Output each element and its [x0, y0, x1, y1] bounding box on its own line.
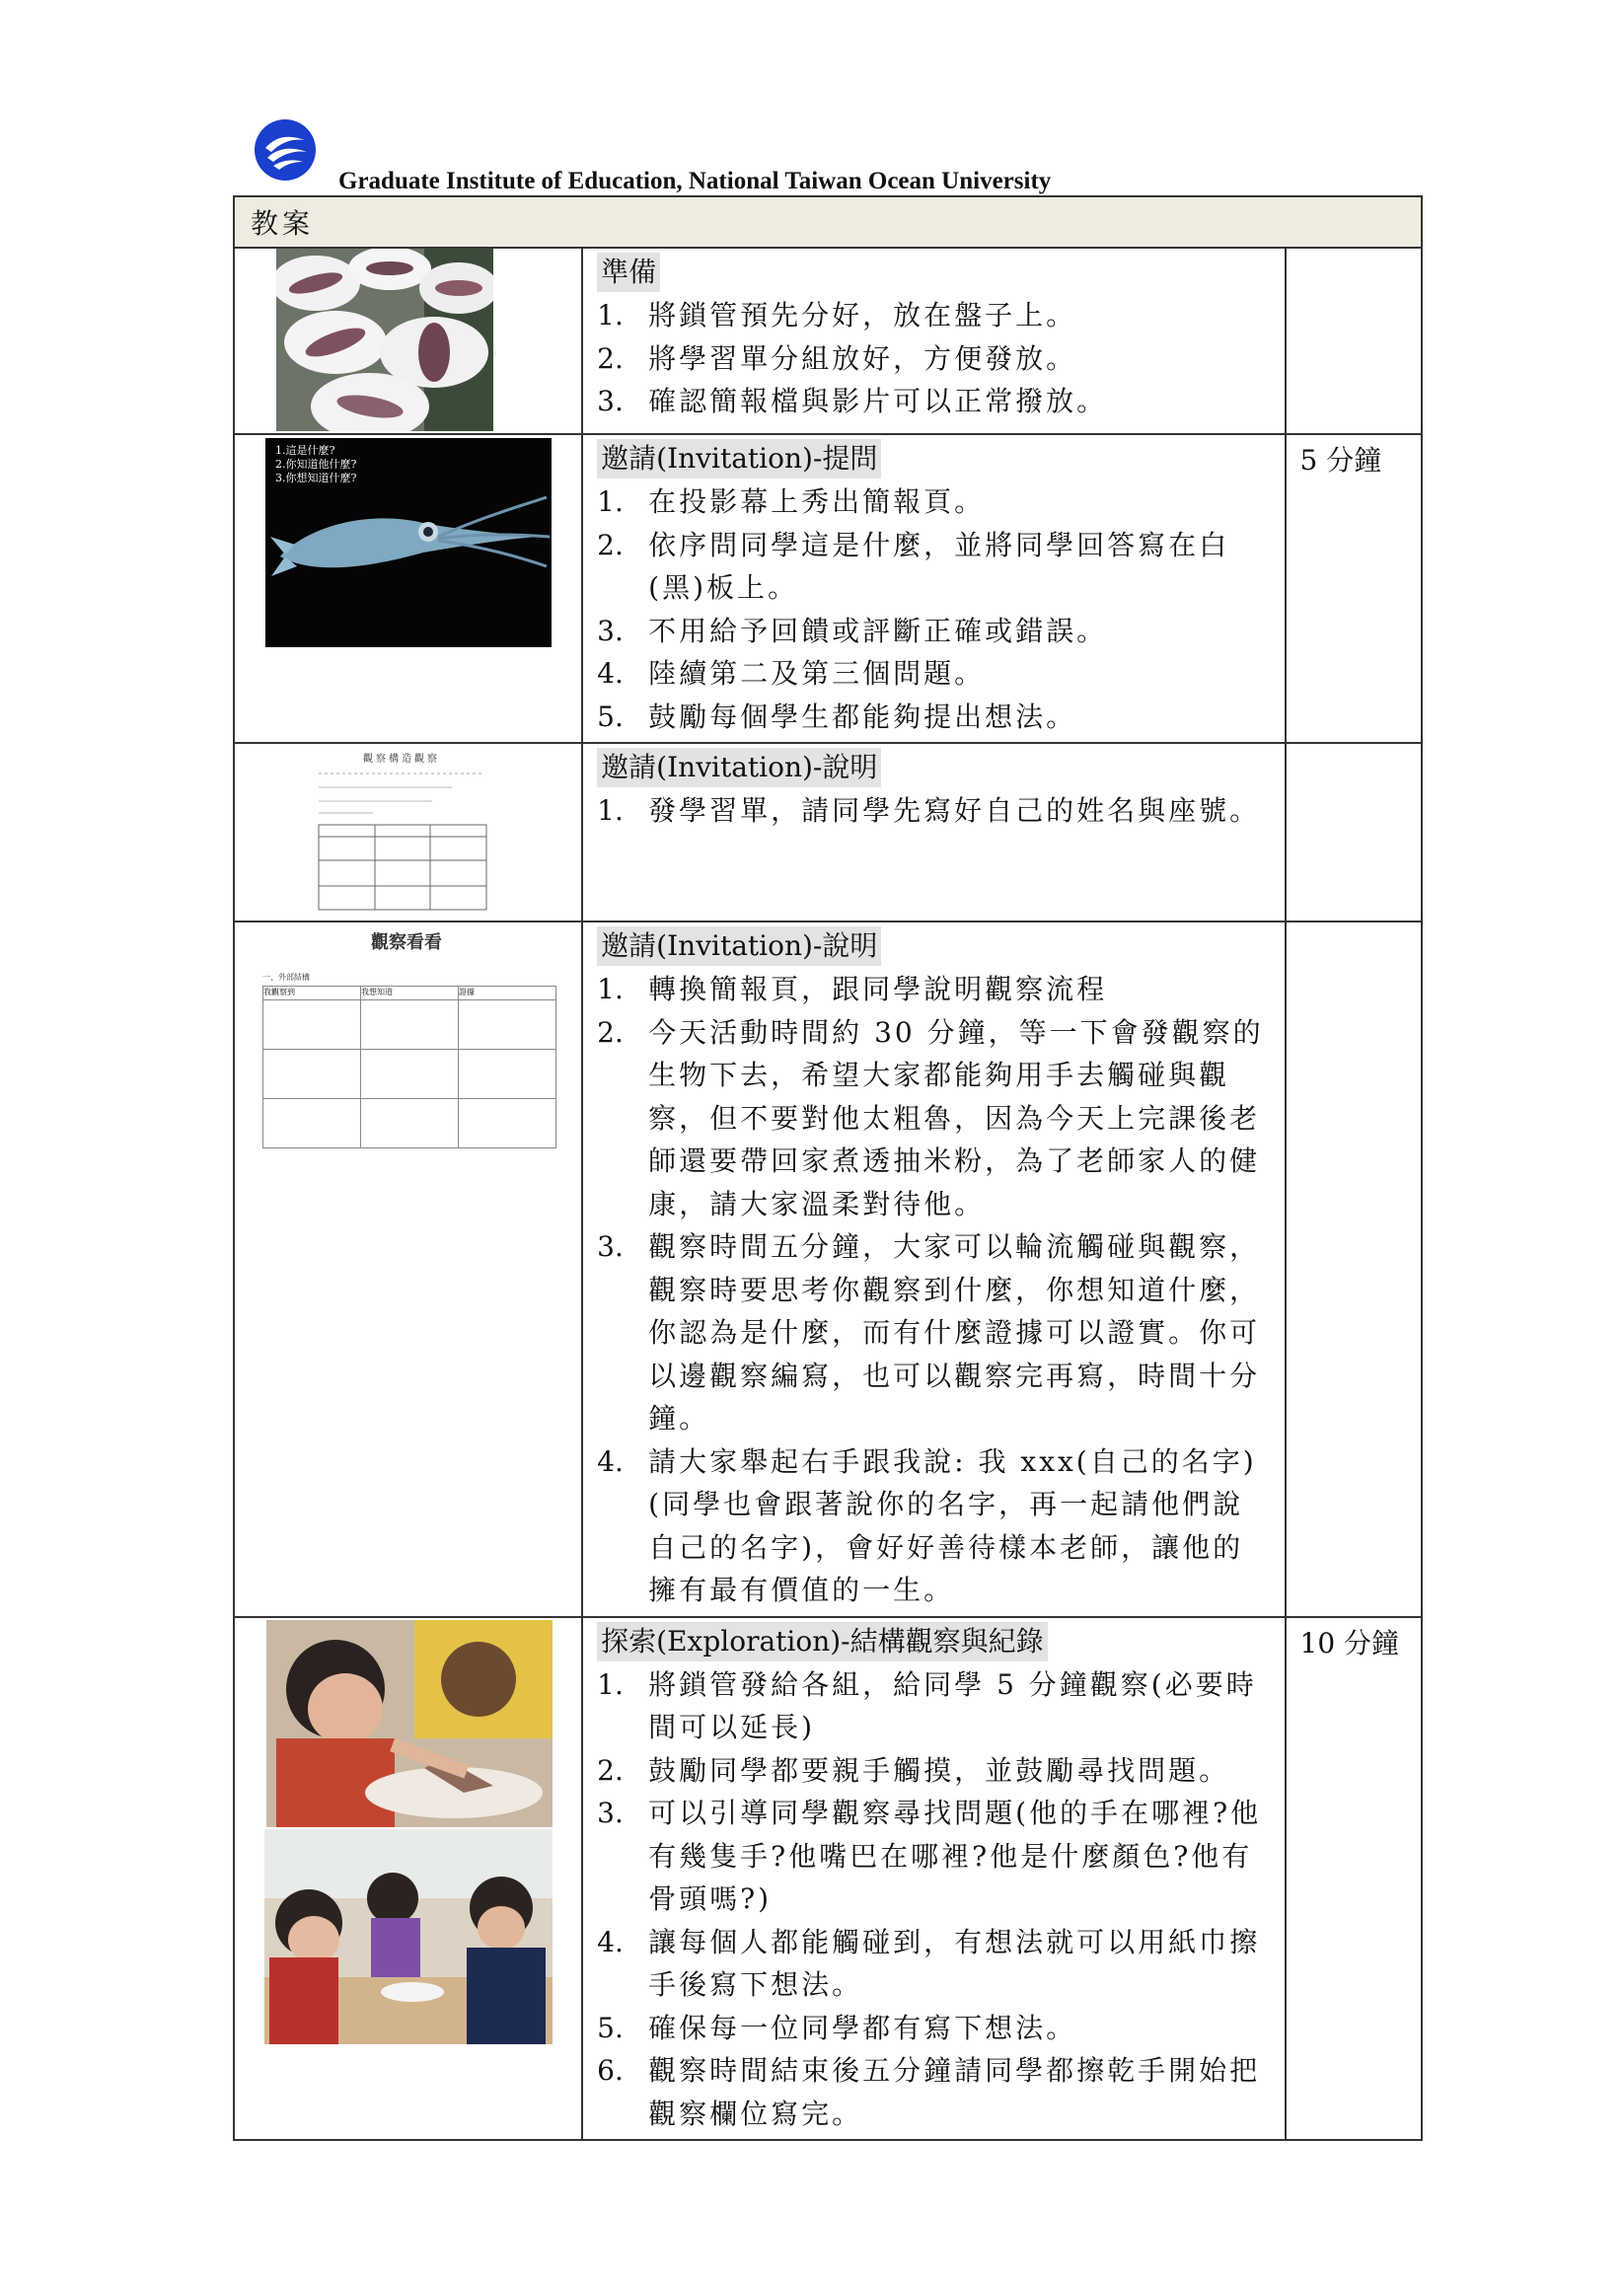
list-item: 5. 鼓勵每個學生都能夠提出想法。 [597, 700, 1077, 733]
worksheet-title: 觀察構造觀察 [363, 754, 440, 765]
grid-header: 證據 [459, 987, 556, 1000]
squid-on-plates-photo [234, 248, 582, 434]
list-item: 1. 在投影幕上秀出簡報頁。 [597, 485, 986, 518]
list-item: 4. 陸續第二及第三個問題。 [597, 657, 986, 690]
time-cell [1286, 248, 1422, 434]
time-cell: 5 分鐘 [1286, 434, 1422, 743]
list-item: 3. 可以引導同學觀察尋找問題(他的手在哪裡?他有幾隻手?他嘴巴在哪裡?他是什麼顏色?他有骨頭嗎?) [597, 1797, 1262, 1915]
slide-question: 2.你知道他什麼? [275, 458, 357, 471]
list-item: 6. 觀察時間結束後五分鐘請同學都擦乾手開始把觀察欄位寫完。 [597, 2054, 1261, 2130]
list-item: 2. 將學習單分組放好，方便發放。 [597, 341, 1077, 375]
slide-question: 3.你想知道什麼? [275, 472, 357, 484]
list-item: 2. 依序問同學這是什麼，並將同學回答寫在白(黑)板上。 [597, 528, 1230, 604]
list-item: 1. 發學習單，請同學先寫好自己的姓名與座號。 [597, 794, 1261, 827]
list-item: 3. 不用給予回饋或評斷正確或錯誤。 [597, 614, 1108, 647]
list-item: 2. 今天活動時間約 30 分鐘，等一下會發觀察的生物下去，希望大家都能夠用手去觸碰與觀察，但不要對他太粗魯，因為今天上完課後老師還要帶回家煮透抽米粉，為了老師家人的健康，請大家溫柔對待他。 [597, 1015, 1264, 1220]
list-item: 5. 確保每一位同學都有寫下想法。 [597, 2011, 1077, 2044]
institution-name: Graduate Institute of Education, National Taiwan Ocean University [338, 168, 1052, 194]
table-row [234, 743, 1422, 921]
table-row [234, 248, 1422, 434]
students-photo-1 [266, 1620, 553, 1827]
squid-illustration [265, 438, 552, 647]
grid-header: 我觀察到 [263, 987, 361, 1000]
observation-explanation-steps [582, 921, 1285, 1617]
worksheet-steps [582, 743, 1285, 921]
section-title: 邀請(Invitation)-說明 [597, 748, 881, 787]
table-row [234, 921, 1422, 1617]
section-title: 準備 [597, 253, 660, 292]
time-cell [1286, 743, 1422, 921]
list-item: 1. 將鎖管預先分好，放在盤子上。 [597, 299, 1077, 332]
observation-grid [262, 986, 556, 1148]
students-observing-photos [234, 1617, 582, 2141]
students-photo-2 [264, 1829, 553, 2044]
list-item: 3. 確認簡報檔與影片可以正常撥放。 [597, 385, 1108, 417]
list-item: 3. 觀察時間五分鐘，大家可以輪流觸碰與觀察，觀察時要思考你觀察到什麼，你想知道什麼，你認為是什麼，而有什麼證據可以證實。你可以邊觀察編寫，也可以觀察完再寫，時間十分鐘。 [597, 1230, 1261, 1435]
lesson-plan-table [233, 195, 1423, 2141]
slide-question: 1.這是什麼? [275, 444, 335, 457]
page-header [254, 118, 1428, 197]
list-item: 1. 轉換簡報頁，跟同學說明觀察流程 [597, 973, 1108, 1005]
table-title: 教案 [234, 196, 1422, 248]
slide-title: 觀察看看 [371, 932, 442, 953]
list-item: 2. 鼓勵同學都要親手觸摸，並鼓勵尋找問題。 [597, 1753, 1230, 1787]
grid-header: 我想知道 [361, 987, 459, 1000]
list-item: 4. 請大家舉起右手跟我說: 我 xxx(自己的名字)(同學也會跟著說你的名字，再一起請他們說自己的名字)，會好好善待樣本老師，讓他的擁有最有價值的一生。 [597, 1444, 1257, 1606]
observation-table-slide [234, 921, 582, 1617]
list-item: 1. 將鎖管發給各組，給同學 5 分鐘觀察(必要時間可以延長) [597, 1667, 1257, 1743]
section-title: 探索(Exploration)-結構觀察與紀錄 [597, 1622, 1047, 1661]
section-title: 邀請(Invitation)-說明 [597, 926, 881, 966]
list-item: 4. 讓每個人都能觸碰到，有想法就可以用紙巾擦手後寫下想法。 [597, 1925, 1261, 2001]
table-row [234, 434, 1422, 743]
time-cell [1286, 921, 1422, 1617]
ntou-wave-logo-icon [254, 118, 317, 182]
invitation-question-steps [582, 434, 1285, 743]
preparation-steps [582, 248, 1285, 434]
slide-subtitle: 一、外部結構 [262, 973, 310, 982]
worksheet-thumbnail [234, 743, 582, 921]
table-row [234, 1617, 1422, 2141]
exploration-steps [582, 1617, 1285, 2141]
squid-slide [234, 434, 582, 743]
section-title: 邀請(Invitation)-提問 [597, 439, 881, 479]
time-cell: 10 分鐘 [1286, 1617, 1422, 2141]
